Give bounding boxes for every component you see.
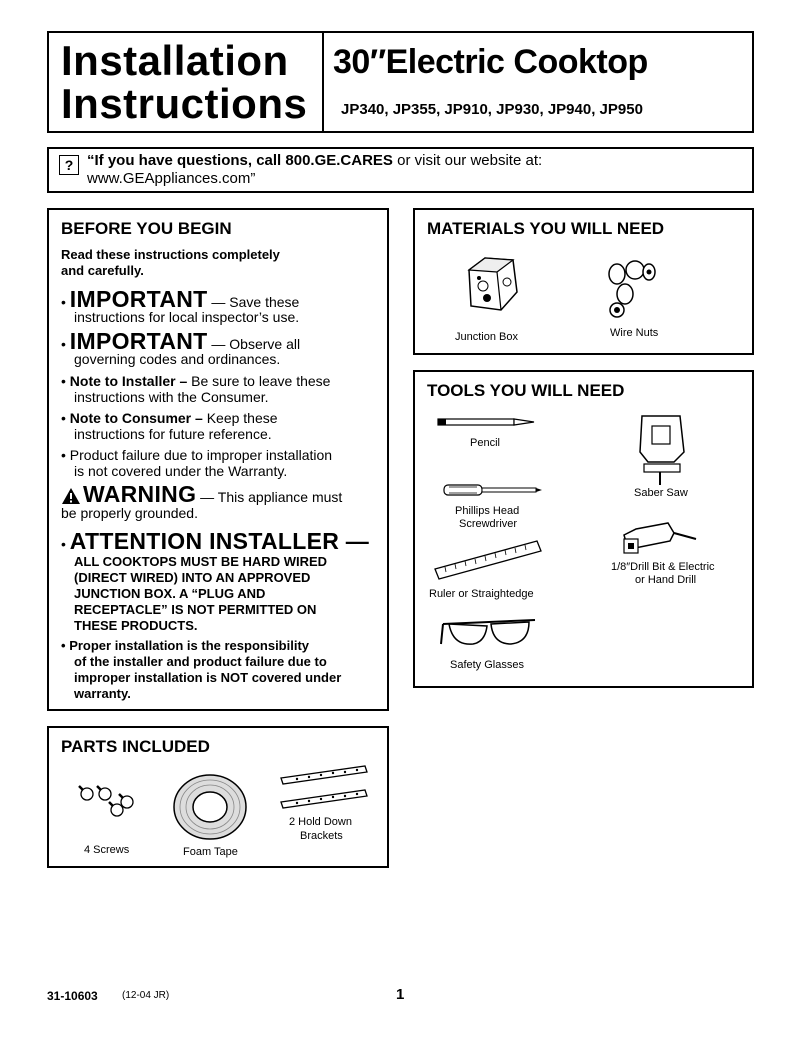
phillips-label-line-2: Screwdriver (459, 518, 518, 530)
document-header (47, 31, 754, 133)
junction-box-icon (457, 252, 527, 322)
contact-website: www.GEAppliances.com” (87, 170, 256, 187)
pencil-label: Pencil (470, 437, 500, 449)
tools-section (413, 370, 754, 688)
bullet: • (61, 638, 66, 653)
proper-installation (61, 638, 309, 653)
attention-line: THESE PRODUCTS. (74, 618, 198, 633)
saber-saw-label: Saber Saw (634, 487, 688, 499)
wire-nuts-label: Wire Nuts (610, 327, 659, 339)
page-number: 1 (396, 986, 405, 1003)
warning-triangle-icon (61, 487, 81, 505)
important-2-text: — Observe all (207, 336, 301, 352)
warning-word: WARNING (83, 481, 197, 507)
ruler-icon (433, 539, 543, 581)
attention-installer-heading: ATTENTION INSTALLER — (69, 528, 370, 554)
question-icon: ? (59, 155, 79, 175)
wire-nuts-icon (605, 260, 655, 320)
title-instructions: Instructions (61, 80, 308, 127)
pencil-icon (437, 417, 537, 427)
note-installer-text: Be sure to leave these (187, 373, 331, 389)
header-title-block (49, 33, 324, 131)
brackets-label-line-2: Brackets (300, 830, 343, 842)
contact-line-1 (87, 152, 542, 169)
section-title: MATERIALS YOU WILL NEED (427, 219, 665, 238)
model-numbers: JP340, JP355, JP910, JP930, JP940, JP950 (341, 101, 643, 118)
foam-tape-icon (171, 772, 249, 842)
drill-label-line-1: 1/8″Drill Bit & Electric (611, 561, 715, 573)
attention-line: JUNCTION BOX. A “PLUG AND (74, 586, 266, 601)
attention-line: ALL COOKTOPS MUST BE HARD WIRED (74, 554, 328, 569)
contact-phone-text: “If you have questions, call 800.GE.CARES (87, 152, 393, 169)
brackets-label-line-1: 2 Hold Down (289, 816, 352, 828)
proper-installation-line: warranty. (74, 686, 131, 701)
important-word: IMPORTANT (69, 328, 208, 354)
phillips-label-line-1: Phillips Head (455, 505, 520, 517)
important-2-line-2: governing codes and ordinances. (74, 351, 281, 367)
warning-text: — This appliance must (196, 489, 343, 505)
product-title: 30″Electric Cooktop (333, 43, 648, 81)
read-instructions-line-2: and carefully. (61, 263, 144, 278)
section-title: PARTS INCLUDED (61, 737, 210, 756)
important-1-line-2: instructions for local inspector’s use. (74, 309, 300, 325)
bullet: • (61, 447, 66, 463)
bullet: • (61, 294, 66, 310)
note-installer-label: Note to Installer – (69, 373, 188, 389)
bullet: • (61, 536, 66, 552)
contact-website-intro: or visit our website at: (392, 152, 543, 169)
attention-line: (DIRECT WIRED) INTO AN APPROVED (74, 570, 311, 585)
phillips-screwdriver-icon (443, 482, 543, 498)
junction-box-label: Junction Box (455, 331, 518, 343)
attention-installer (61, 528, 369, 555)
note-consumer-text: Keep these (202, 410, 278, 426)
parts-included-section (47, 726, 389, 868)
saber-saw-icon (634, 412, 692, 487)
ruler-label: Ruler or Straightedge (429, 588, 534, 600)
bullet: • (61, 336, 66, 352)
important-word: IMPORTANT (69, 286, 208, 312)
product-failure-line-2: is not covered under the Warranty. (74, 463, 288, 479)
note-to-installer (61, 373, 330, 389)
safety-glasses-label: Safety Glasses (450, 659, 524, 671)
document-revision: (12-04 JR) (122, 990, 170, 1001)
bullet: • (61, 410, 66, 426)
foam-tape-label: Foam Tape (183, 846, 238, 858)
materials-section (413, 208, 754, 355)
note-to-consumer (61, 410, 278, 426)
proper-installation-text: Proper installation is the responsibility (69, 638, 310, 653)
section-title: BEFORE YOU BEGIN (61, 219, 232, 238)
product-failure-text: Product failure due to improper installation (69, 447, 333, 463)
warning-line-2: be properly grounded. (61, 505, 198, 521)
proper-installation-line: improper installation is NOT covered under (74, 670, 342, 685)
product-failure (61, 447, 332, 463)
electric-drill-icon (620, 517, 700, 557)
drill-label-line-2: or Hand Drill (635, 574, 697, 586)
important-1-text: — Save these (207, 294, 300, 310)
document-number: 31-10603 (47, 989, 98, 1003)
section-title: TOOLS YOU WILL NEED (427, 381, 625, 400)
contact-banner (47, 147, 754, 193)
warning (61, 481, 342, 508)
screws-label: 4 Screws (84, 844, 130, 856)
safety-glasses-icon (439, 614, 539, 654)
title-installation: Installation (61, 37, 289, 84)
attention-line: RECEPTACLE” IS NOT PERMITTED ON (74, 602, 317, 617)
proper-installation-line: of the installer and product failure due to (74, 654, 327, 669)
read-instructions-line-1: Read these instructions completely (61, 247, 280, 262)
note-consumer-label: Note to Consumer – (69, 410, 203, 426)
screws-icon (73, 776, 143, 828)
before-you-begin-section (47, 208, 389, 711)
note-to-installer-line-2: instructions with the Consumer. (74, 389, 269, 405)
note-to-consumer-line-2: instructions for future reference. (74, 426, 272, 442)
bullet: • (61, 373, 66, 389)
hold-down-brackets-icon (277, 764, 373, 812)
